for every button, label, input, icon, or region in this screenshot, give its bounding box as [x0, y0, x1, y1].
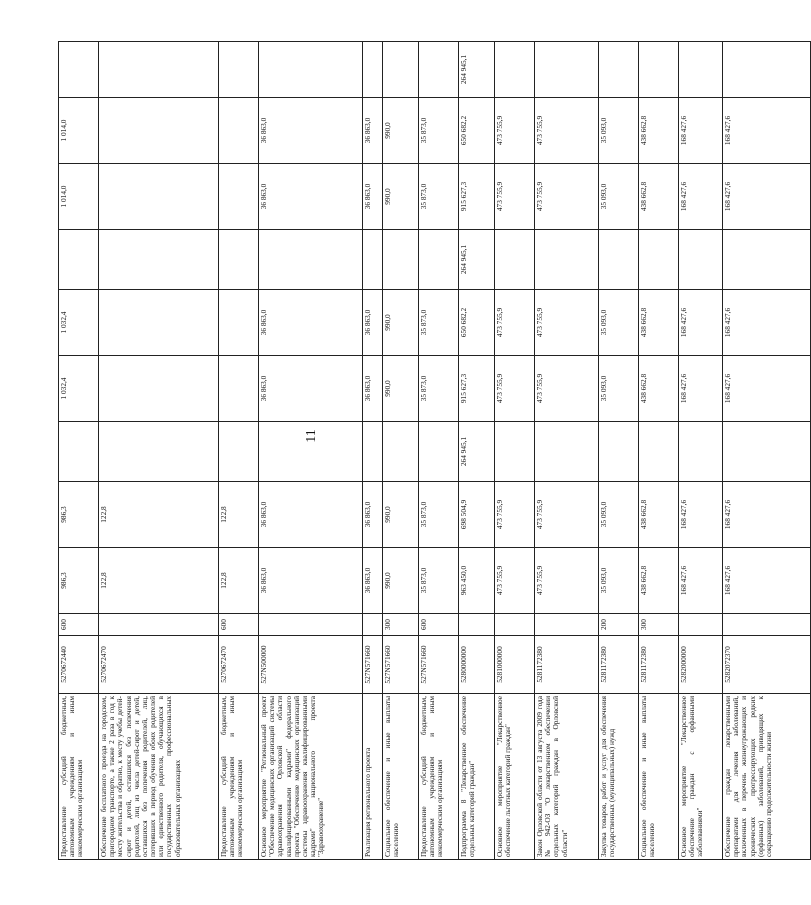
row-amount-cell-v4: 990,0: [383, 356, 419, 422]
row-amount-cell-v5: 990,0: [383, 290, 419, 356]
row-amount-cell-v1: 168 427,6: [679, 548, 723, 614]
row-amount-cell-v5: 35 873,0: [419, 290, 459, 356]
row-amount-cell-v7: 36 863,0: [259, 164, 363, 230]
row-amount-cell-v4: 35 873,0: [419, 356, 459, 422]
row-amount-cell-v7: 168 427,6: [679, 164, 723, 230]
row-amount-cell-v3: [363, 422, 383, 482]
row-amount-cell-v9: [639, 42, 679, 98]
table-row: [99, 42, 219, 860]
row-amount-cell-v8: 473 755,9: [495, 98, 535, 164]
row-code-cell: 527N571660: [419, 636, 459, 694]
row-amount-cell-v1: 963 450,0: [459, 548, 495, 614]
row-code-cell: 527N571660: [363, 636, 383, 694]
row-expense-type-cell: 300: [383, 614, 419, 636]
row-amount-cell-v5: 473 755,9: [535, 290, 599, 356]
row-amount-cell-v4: [219, 356, 259, 422]
row-amount-cell-v8: 36 863,0: [259, 98, 363, 164]
row-amount-cell-v5: [99, 290, 219, 356]
budget-table-body: [59, 42, 811, 860]
row-amount-cell-v2: 473 755,9: [535, 482, 599, 548]
row-amount-cell-v2: 122,8: [99, 482, 219, 548]
row-amount-cell-v5: 36 863,0: [259, 290, 363, 356]
row-amount-cell-v6: [99, 230, 219, 290]
row-amount-cell-v2: 168 427,6: [723, 482, 811, 548]
table-row: [59, 42, 99, 860]
row-name-cell: Социальное обеспечение и иные выплаты населению: [383, 694, 419, 860]
row-amount-cell-v7: 36 863,0: [363, 164, 383, 230]
row-amount-cell-v9: 264 945,1: [459, 42, 495, 98]
row-amount-cell-v1: 35 873,0: [419, 548, 459, 614]
row-amount-cell-v2: 35 873,0: [419, 482, 459, 548]
budget-table: [58, 41, 811, 860]
row-amount-cell-v2: 122,8: [219, 482, 259, 548]
row-name-cell: Подпрограмма 8 "Лекарственное обеспечение отдельных категорий граждан": [459, 694, 495, 860]
row-amount-cell-v6: [219, 230, 259, 290]
row-amount-cell-v7: 473 755,9: [535, 164, 599, 230]
table-row: [363, 42, 383, 860]
row-amount-cell-v6: [383, 230, 419, 290]
row-amount-cell-v9: [495, 42, 535, 98]
row-expense-type-cell: [459, 614, 495, 636]
row-expense-type-cell: 300: [639, 614, 679, 636]
row-amount-cell-v4: 473 755,9: [535, 356, 599, 422]
row-amount-cell-v4: 36 863,0: [363, 356, 383, 422]
row-amount-cell-v6: [723, 230, 811, 290]
row-amount-cell-v3: [259, 422, 363, 482]
row-code-cell: 5281172380: [599, 636, 639, 694]
row-name-cell: Предоставление субсидий бюджетным, автономным учреждениям и иным некоммерческим организациям: [419, 694, 459, 860]
row-amount-cell-v9: [419, 42, 459, 98]
row-code-cell: 5281172380: [535, 636, 599, 694]
row-name-cell: Предоставление субсидий бюджетным, автономным учреждениям и иным некоммерческим организациям: [219, 694, 259, 860]
row-name-cell: Основное мероприятие "Региональный проект "Обеспечение медицинских организаций системы здравоохранения Орловской области квалифицированными кадрами" федерального проекта "Обеспечение медицинских организаций системы здравоохранения квалифицированными кадрами" национального проекта "Здравоохранение": [259, 694, 363, 860]
row-amount-cell-v2: 36 863,0: [363, 482, 383, 548]
row-amount-cell-v2: 35 093,0: [599, 482, 639, 548]
row-amount-cell-v6: [599, 230, 639, 290]
row-amount-cell-v4: 915 627,3: [459, 356, 495, 422]
row-expense-type-cell: [723, 614, 811, 636]
table-row: [639, 42, 679, 860]
row-amount-cell-v8: 168 427,6: [723, 98, 811, 164]
row-amount-cell-v3: [99, 422, 219, 482]
rotated-budget-table-container: [58, 42, 773, 860]
row-amount-cell-v1: 473 755,9: [495, 548, 535, 614]
row-amount-cell-v2: 698 504,9: [459, 482, 495, 548]
row-amount-cell-v1: 438 662,8: [639, 548, 679, 614]
row-amount-cell-v2: 990,0: [383, 482, 419, 548]
row-amount-cell-v1: 122,8: [99, 548, 219, 614]
row-amount-cell-v4: 35 093,0: [599, 356, 639, 422]
row-name-cell: Закупка товаров, работ и услуг для обеспечения государственных (муниципальных) нужд: [599, 694, 639, 860]
row-expense-type-cell: 600: [59, 614, 99, 636]
row-amount-cell-v7: 915 627,3: [459, 164, 495, 230]
row-code-cell: 5281172380: [639, 636, 679, 694]
page-number: 11: [304, 429, 319, 443]
row-amount-cell-v2: 36 863,0: [259, 482, 363, 548]
row-amount-cell-v7: 168 427,6: [723, 164, 811, 230]
row-amount-cell-v2: 438 662,8: [639, 482, 679, 548]
row-amount-cell-v5: 168 427,6: [679, 290, 723, 356]
row-amount-cell-v7: 35 093,0: [599, 164, 639, 230]
row-amount-cell-v3: [639, 422, 679, 482]
row-amount-cell-v9: [535, 42, 599, 98]
row-amount-cell-v9: [679, 42, 723, 98]
row-amount-cell-v1: 35 093,0: [599, 548, 639, 614]
row-amount-cell-v3: [723, 422, 811, 482]
row-amount-cell-v4: 1 032,4: [59, 356, 99, 422]
table-row: [219, 42, 259, 860]
table-row: [535, 42, 599, 860]
row-amount-cell-v7: [219, 164, 259, 230]
row-amount-cell-v7: 473 755,9: [495, 164, 535, 230]
row-amount-cell-v6: 264 945,1: [459, 230, 495, 290]
row-amount-cell-v8: 35 093,0: [599, 98, 639, 164]
row-amount-cell-v3: [599, 422, 639, 482]
row-amount-cell-v9: [723, 42, 811, 98]
table-row: [383, 42, 419, 860]
row-amount-cell-v5: [219, 290, 259, 356]
table-row: [495, 42, 535, 860]
row-code-cell: 5280000000: [459, 636, 495, 694]
row-amount-cell-v4: [99, 356, 219, 422]
table-row: [679, 42, 723, 860]
row-amount-cell-v7: 990,0: [383, 164, 419, 230]
row-amount-cell-v4: 36 863,0: [259, 356, 363, 422]
row-amount-cell-v8: 990,0: [383, 98, 419, 164]
row-amount-cell-v8: 35 873,0: [419, 98, 459, 164]
row-amount-cell-v1: 36 863,0: [363, 548, 383, 614]
row-amount-cell-v8: 438 662,8: [639, 98, 679, 164]
row-amount-cell-v2: 473 755,9: [495, 482, 535, 548]
table-row: [259, 42, 363, 860]
table-row: [599, 42, 639, 860]
row-amount-cell-v4: 168 427,6: [723, 356, 811, 422]
row-amount-cell-v3: [219, 422, 259, 482]
row-amount-cell-v1: 36 863,0: [259, 548, 363, 614]
row-amount-cell-v6: [535, 230, 599, 290]
row-name-cell: Основное мероприятие "Лекарственное обеспечение граждан с орфанными заболеваниями": [679, 694, 723, 860]
row-amount-cell-v8: 36 863,0: [363, 98, 383, 164]
table-row: [419, 42, 459, 860]
row-amount-cell-v7: 438 662,8: [639, 164, 679, 230]
row-code-cell: 5270672470: [99, 636, 219, 694]
row-amount-cell-v8: 168 427,6: [679, 98, 723, 164]
row-amount-cell-v5: 1 032,4: [59, 290, 99, 356]
row-amount-cell-v2: 168 427,6: [679, 482, 723, 548]
row-amount-cell-v3: [419, 422, 459, 482]
row-amount-cell-v6: [259, 230, 363, 290]
row-amount-cell-v6: [419, 230, 459, 290]
row-amount-cell-v8: 650 682,2: [459, 98, 495, 164]
row-amount-cell-v7: 35 873,0: [419, 164, 459, 230]
row-name-cell: Обеспечение граждан лекарственными препаратами для лечения заболеваний, включенных в перечень жизнеугрожающих и хронических прогрессирующих редких (орфанных) заболеваний, приводящих к сокращению продолжительности жизни: [723, 694, 811, 860]
row-amount-cell-v3: [383, 422, 419, 482]
row-amount-cell-v3: [495, 422, 535, 482]
row-amount-cell-v9: [383, 42, 419, 98]
row-name-cell: Закон Орловской области от 13 августа 2009 года № 942-ОЗ "О лекарственном обеспечении отдельных категорий граждан в Орловской области": [535, 694, 599, 860]
row-expense-type-cell: [259, 614, 363, 636]
row-amount-cell-v1: 168 427,6: [723, 548, 811, 614]
row-amount-cell-v9: [99, 42, 219, 98]
table-row: [723, 42, 811, 860]
row-amount-cell-v6: [363, 230, 383, 290]
row-amount-cell-v5: 36 863,0: [363, 290, 383, 356]
row-amount-cell-v3: [679, 422, 723, 482]
row-amount-cell-v3: [59, 422, 99, 482]
row-amount-cell-v2: 986,3: [59, 482, 99, 548]
row-amount-cell-v3: [535, 422, 599, 482]
row-amount-cell-v7: [99, 164, 219, 230]
row-amount-cell-v6: [495, 230, 535, 290]
row-name-cell: Предоставление субсидий бюджетным, автономным учреждениям и иным некоммерческим организациям: [59, 694, 99, 860]
row-amount-cell-v9: [363, 42, 383, 98]
row-amount-cell-v5: 35 093,0: [599, 290, 639, 356]
row-amount-cell-v5: 473 755,9: [495, 290, 535, 356]
row-expense-type-cell: [535, 614, 599, 636]
row-expense-type-cell: [363, 614, 383, 636]
row-amount-cell-v7: 1 014,0: [59, 164, 99, 230]
row-amount-cell-v1: 990,0: [383, 548, 419, 614]
row-name-cell: Реализация регионального проекта: [363, 694, 383, 860]
row-name-cell: Обеспечение бесплатного проезда на городском, пригородном транспорте, а также 2 раза в год к месту жительства и обратно, к месту учебы детей-сирот и детей, оставшихся без попечения родителей, лиц из числа детей-сирот и детей, оставшихся без попечения родителей, лиц, потерявших в период обучения обоих родителей или единственного родителя, обучающихся в государственных профессиональных образовательных организациях: [99, 694, 219, 860]
row-amount-cell-v8: 1 014,0: [59, 98, 99, 164]
row-code-cell: 527N571660: [383, 636, 419, 694]
row-name-cell: Социальное обеспечение и иные выплаты населению: [639, 694, 679, 860]
row-amount-cell-v3: 264 945,1: [459, 422, 495, 482]
row-amount-cell-v5: 438 662,8: [639, 290, 679, 356]
row-amount-cell-v8: 473 755,9: [535, 98, 599, 164]
row-expense-type-cell: [495, 614, 535, 636]
row-amount-cell-v6: [679, 230, 723, 290]
table-row: [459, 42, 495, 860]
row-name-cell: Основное мероприятие "Лекарственное обеспечение льготных категорий граждан": [495, 694, 535, 860]
row-expense-type-cell: [679, 614, 723, 636]
row-code-cell: 527N500000: [259, 636, 363, 694]
row-amount-cell-v9: [219, 42, 259, 98]
row-amount-cell-v4: 473 755,9: [495, 356, 535, 422]
row-amount-cell-v1: 473 755,9: [535, 548, 599, 614]
row-amount-cell-v4: 438 662,8: [639, 356, 679, 422]
row-code-cell: 5270672470: [219, 636, 259, 694]
row-code-cell: 5282000000: [679, 636, 723, 694]
row-code-cell: 5282072370: [723, 636, 811, 694]
row-amount-cell-v5: 168 427,6: [723, 290, 811, 356]
row-amount-cell-v8: [99, 98, 219, 164]
row-amount-cell-v9: [259, 42, 363, 98]
row-amount-cell-v8: [219, 98, 259, 164]
row-amount-cell-v1: 122,8: [219, 548, 259, 614]
row-amount-cell-v1: 986,3: [59, 548, 99, 614]
row-amount-cell-v9: [59, 42, 99, 98]
row-expense-type-cell: 600: [219, 614, 259, 636]
row-expense-type-cell: [99, 614, 219, 636]
row-expense-type-cell: 600: [419, 614, 459, 636]
row-amount-cell-v4: 168 427,6: [679, 356, 723, 422]
row-code-cell: 5281000000: [495, 636, 535, 694]
row-expense-type-cell: 200: [599, 614, 639, 636]
row-amount-cell-v6: [59, 230, 99, 290]
row-amount-cell-v5: 650 682,2: [459, 290, 495, 356]
row-code-cell: 5270672440: [59, 636, 99, 694]
row-amount-cell-v9: [599, 42, 639, 98]
row-amount-cell-v6: [639, 230, 679, 290]
